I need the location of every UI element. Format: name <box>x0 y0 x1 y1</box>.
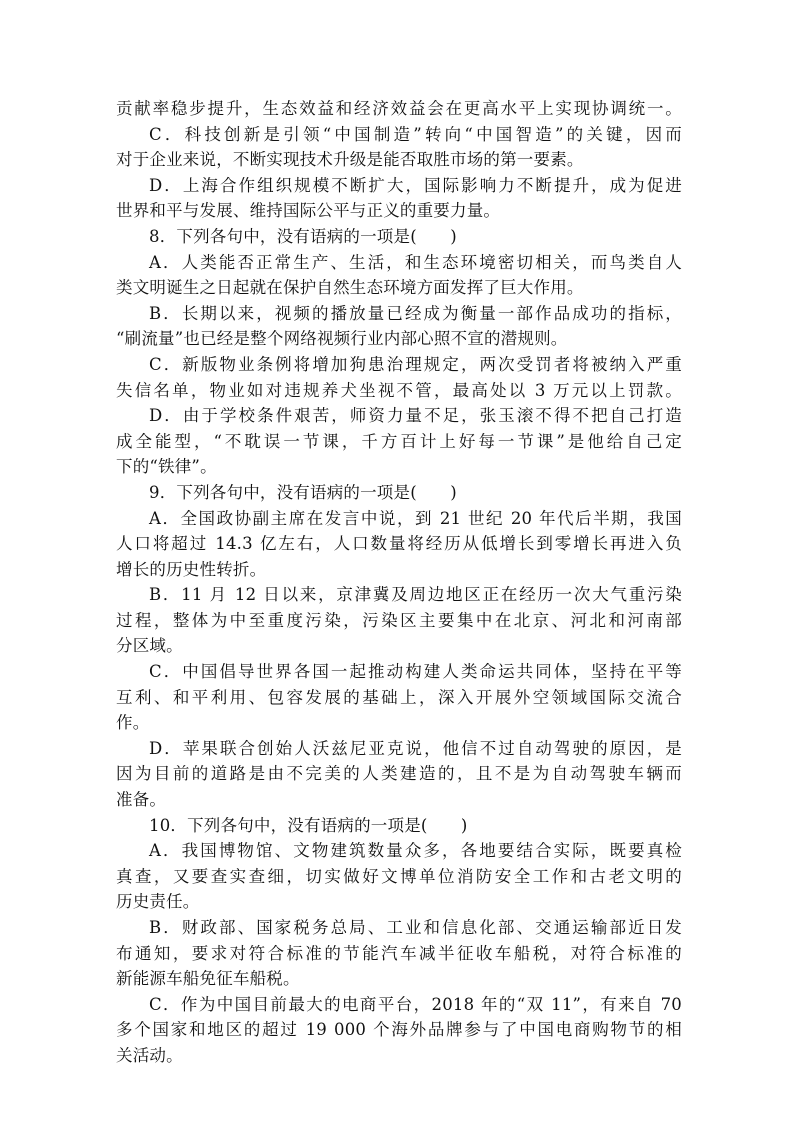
text-line: “刷流量”也已经是整个网络视频行业内部心照不宣的潜规则。 <box>116 329 568 349</box>
text-line: 类文明诞生之日起就在保护自然生态环境方面发挥了巨大作用。 <box>116 278 584 298</box>
text-line: 真查，又要查实查细，切实做好文博单位消防安全工作和古老文明的 <box>116 866 682 886</box>
text-line: 准备。 <box>116 790 167 810</box>
text-line: 布通知，要求对符合标准的节能汽车减半征收车船税，对符合标准的 <box>116 943 682 963</box>
text-line: 对于企业来说，不断实现技术升级是能否取胜市场的第一要素。 <box>116 150 584 170</box>
text-line: 人口将超过 14.3 亿左右，人口数量将经历从低增长到零增长再进入负 <box>116 534 682 554</box>
option-a-line: A．全国政协副主席在发言中说，到 21 世纪 20 年代后半期，我国 <box>149 508 682 528</box>
text-line: 过程，整体为中至重度污染，污染区主要集中在北京、河北和河南部 <box>116 610 682 630</box>
text-line: 因为目前的道路是由不完美的人类建造的，且不是为自动驾驶车辆而 <box>116 764 682 784</box>
text-line: 互利、和平利用、包容发展的基础上，深入开展外空领域国际交流合 <box>116 687 682 707</box>
option-b-line: B．长期以来，视频的播放量已经成为衡量一部作品成功的指标， <box>149 303 682 323</box>
text-line: 作。 <box>116 713 150 733</box>
option-a-line: A．人类能否正常生产、生活，和生态环境密切相关，而鸟类自人 <box>149 252 682 272</box>
document-page <box>116 96 682 1069</box>
text-line: 关活动。 <box>116 1045 183 1065</box>
text-line: 新能源车船免征车船税。 <box>116 969 300 989</box>
question-10-heading: 10．下列各句中，没有语病的一项是( ) <box>149 815 468 835</box>
option-d-line: D．苹果联合创始人沃兹尼亚克说，他信不过自动驾驶的原因，是 <box>149 738 682 758</box>
text-line: 成全能型，“不耽误一节课，千方百计上好每一节课”是他给自己定 <box>116 431 682 451</box>
option-c-line: C．中国倡导世界各国一起推动构建人类命运共同体，坚持在平等 <box>149 662 682 682</box>
text-line: 增长的历史性转折。 <box>116 559 267 579</box>
option-b-line: B．11 月 12 日以来，京津冀及周边地区正在经历一次大气重污染 <box>149 585 682 605</box>
text-line: 历史责任。 <box>116 892 200 912</box>
text-line: 多个国家和地区的超过 19 000 个海外品牌参与了中国电商购物节的相 <box>116 1020 682 1040</box>
option-a-line: A．我国博物馆、文物建筑数量众多，各地要结合实际，既要真检 <box>149 841 682 861</box>
option-c-line: C．新版物业条例将增加狗患治理规定，两次受罚者将被纳入严重 <box>149 354 682 374</box>
option-c-line: C．作为中国目前最大的电商平台，2018 年的“双 11”，有来自 70 <box>149 994 682 1014</box>
text-line: 分区域。 <box>116 636 183 656</box>
question-9-heading: 9．下列各句中，没有语病的一项是( ) <box>149 482 457 502</box>
question-8-heading: 8．下列各句中，没有语病的一项是( ) <box>149 226 457 246</box>
option-c-line: C．科技创新是引领“中国制造”转向“中国智造”的关键，因而 <box>149 124 682 144</box>
option-b-line: B．财政部、国家税务总局、工业和信息化部、交通运输部近日发 <box>149 918 682 937</box>
text-line: 世界和平与发展、维持国际公平与正义的重要力量。 <box>116 201 501 221</box>
option-d-line: D．由于学校条件艰苦，师资力量不足，张玉滚不得不把自己打造 <box>149 406 682 426</box>
option-d-line: D．上海合作组织规模不断扩大，国际影响力不断提升，成为促进 <box>149 175 682 195</box>
text-line: 贡献率稳步提升，生态效益和经济效益会在更高水平上实现协调统一。 <box>116 99 682 118</box>
text-line: 失信名单，物业如对违规养犬坐视不管，最高处以 3 万元以上罚款。 <box>116 380 682 400</box>
text-line: 下的“铁律”。 <box>116 457 217 477</box>
